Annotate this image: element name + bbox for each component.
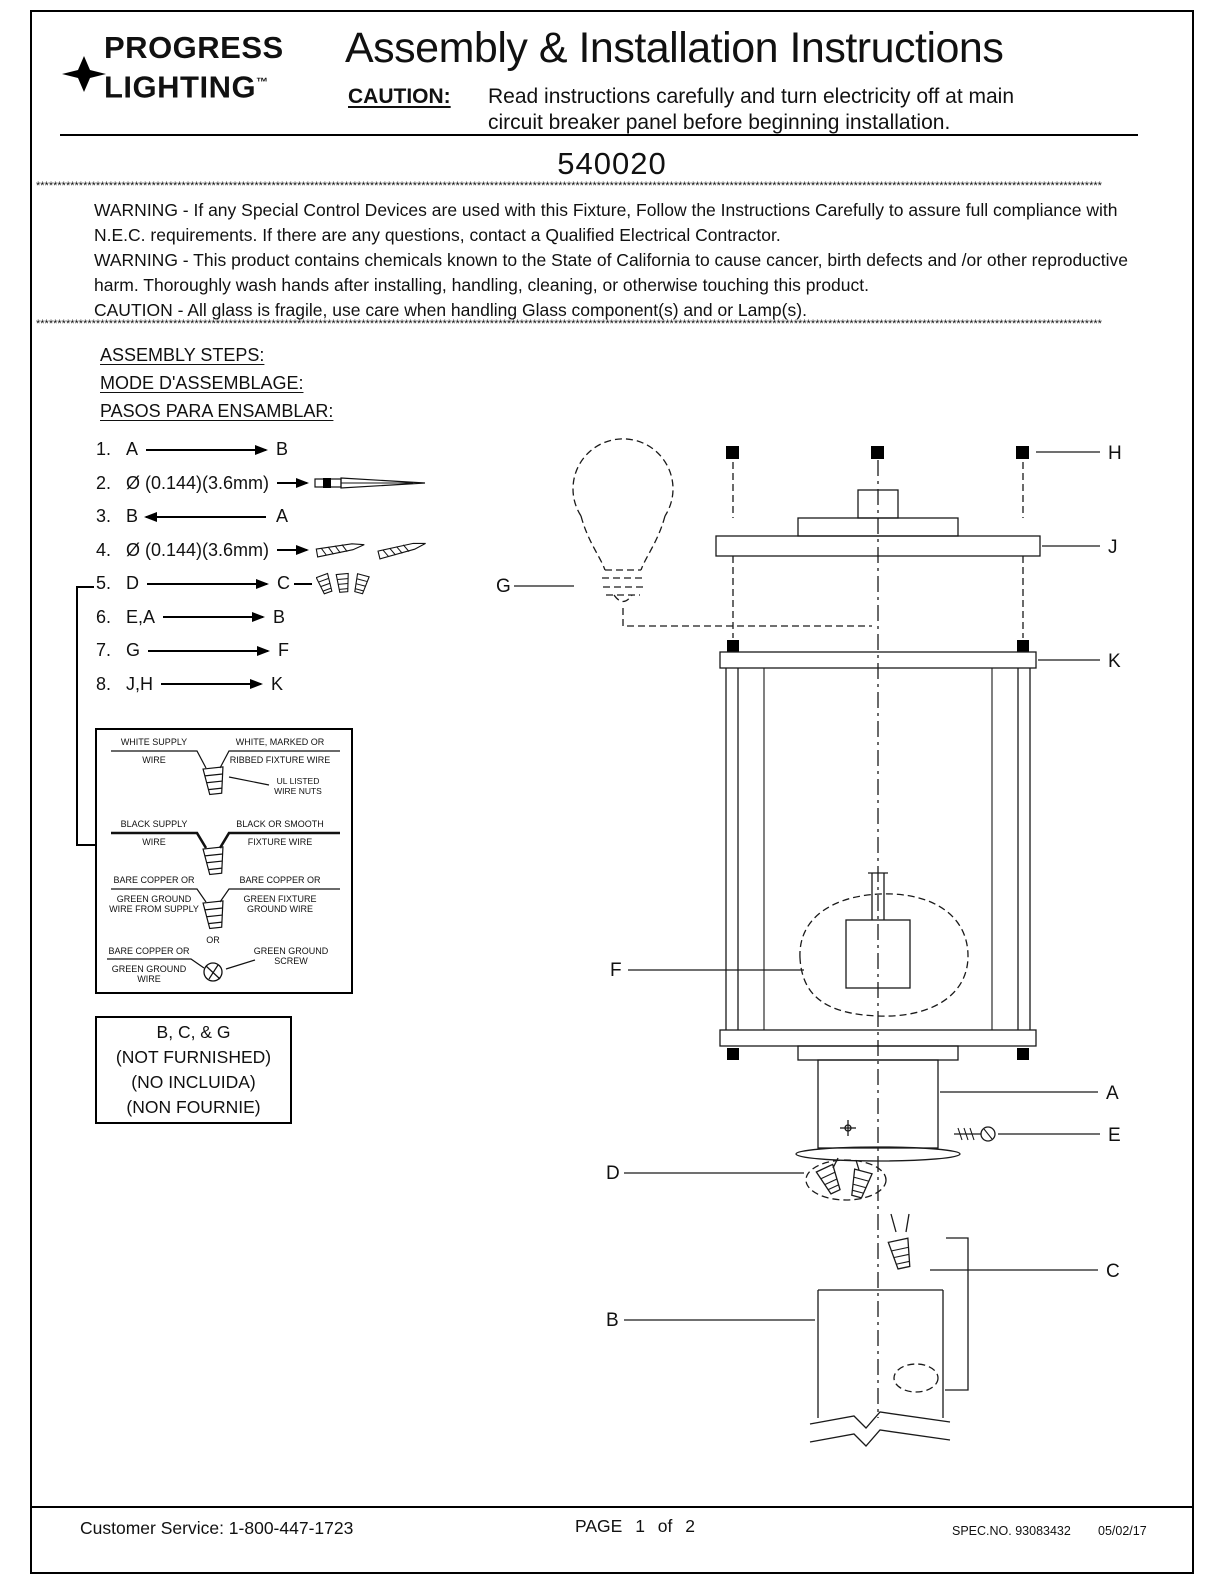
footer-divider	[30, 1506, 1194, 1508]
label-b	[606, 1310, 815, 1331]
supply-wire-nut	[888, 1214, 968, 1392]
arrow-right-icon	[277, 482, 307, 484]
svg-text:E: E	[1108, 1125, 1121, 1146]
white-wire-connection	[111, 737, 340, 796]
svg-text:G: G	[496, 576, 511, 597]
step5-bracket-line	[78, 844, 96, 846]
assembly-step-1: 1. A B	[96, 439, 289, 459]
label-g	[496, 576, 574, 597]
assembly-heading-fr: MODE D'ASSEMBLAGE:	[100, 373, 304, 393]
wiring-diagram	[97, 730, 351, 992]
assembly-step-7: 7. G F	[96, 640, 290, 660]
svg-text:GREEN GROUND: GREEN GROUND	[116, 894, 192, 904]
svg-text:K: K	[1108, 651, 1121, 672]
svg-text:SCREW: SCREW	[274, 956, 308, 966]
brand-line1: PROGRESS	[104, 30, 284, 65]
not-furnished-note: B, C, & G (NOT FURNISHED) (NO INCLUIDA) (NON FOURNIE)	[95, 1016, 292, 1124]
black-wire-connection	[111, 819, 340, 875]
warnings-block	[94, 198, 1142, 323]
light-bulb	[573, 439, 872, 626]
svg-text:F: F	[610, 960, 622, 981]
spec-date: 05/02/17	[1098, 1524, 1147, 1538]
arrow-right-icon	[148, 650, 268, 652]
svg-text:RIBBED FIXTURE WIRE: RIBBED FIXTURE WIRE	[229, 755, 331, 765]
label-d	[606, 1163, 804, 1184]
fixture-assembly-diagram	[468, 418, 1168, 1478]
drill-bit-icon	[313, 475, 431, 491]
warning-paragraph: CAUTION - All glass is fragile, use care when handling Glass component(s) and or Lamp(s).	[94, 300, 807, 320]
svg-text:WIRE: WIRE	[137, 974, 161, 984]
connector-line	[294, 583, 312, 585]
header-caution	[348, 84, 1014, 136]
assembly-step-5: 5. D C	[96, 572, 443, 595]
assembly-steps-list	[96, 438, 443, 706]
spec-number: SPEC.NO. 93083432	[952, 1524, 1071, 1538]
header-divider	[60, 134, 1138, 136]
assembly-headings	[100, 346, 333, 430]
ground-wire-connection	[109, 875, 340, 945]
warning-paragraph: WARNING - This product contains chemicals known to the State of California to cause cancer, birth defects and /or other reproductive harm. Thoroughly wash hands after installing, handling, cleaning, or otherwise touching this product.	[94, 250, 1128, 295]
progress-star-icon	[62, 56, 106, 92]
arrow-right-icon	[163, 616, 263, 618]
svg-text:WIRE NUTS: WIRE NUTS	[274, 786, 322, 796]
svg-text:BLACK OR SMOOTH: BLACK OR SMOOTH	[236, 819, 324, 829]
svg-text:GROUND WIRE: GROUND WIRE	[247, 904, 313, 914]
model-number: 540020	[557, 146, 667, 181]
label-e	[998, 1125, 1121, 1146]
label-k	[1038, 651, 1121, 672]
svg-text:OR: OR	[206, 935, 220, 945]
svg-text:BARE COPPER OR: BARE COPPER OR	[113, 875, 195, 885]
svg-text:BARE COPPER OR: BARE COPPER OR	[239, 875, 321, 885]
caution-label: CAUTION:	[348, 85, 451, 108]
svg-text:C: C	[1106, 1261, 1120, 1282]
page-indicator: PAGE 1 of 2	[575, 1516, 695, 1536]
svg-text:BLACK SUPPLY: BLACK SUPPLY	[120, 819, 188, 829]
base-screw	[954, 1127, 995, 1141]
svg-text:D: D	[606, 1163, 620, 1184]
page-title: Assembly & Installation Instructions	[345, 24, 1004, 72]
assembly-step-2: 2. Ø (0.144)(3.6mm)	[96, 472, 443, 495]
label-a	[940, 1083, 1119, 1104]
warning-paragraph: WARNING - If any Special Control Devices are used with this Fixture, Follow the Instructions Carefully to assure full compliance with N.E.C. requirements. If there are any questions, contact a Qualified Electrical Contractor.	[94, 200, 1118, 245]
svg-text:WIRE: WIRE	[142, 837, 166, 847]
svg-text:GREEN GROUND: GREEN GROUND	[111, 964, 187, 974]
wiring-detail-box	[95, 728, 353, 994]
arrow-right-icon	[146, 449, 266, 451]
fixture-wire-nuts	[806, 1158, 886, 1200]
svg-text:GREEN FIXTURE: GREEN FIXTURE	[243, 894, 317, 904]
label-f	[610, 960, 804, 981]
trademark-symbol: ™	[256, 75, 269, 89]
svg-text:FIXTURE WIRE: FIXTURE WIRE	[247, 837, 313, 847]
arrow-right-icon	[147, 583, 267, 585]
svg-text:A: A	[1106, 1083, 1119, 1104]
assembly-heading-es: PASOS PARA ENSAMBLAR:	[100, 401, 334, 421]
arrow-left-icon	[146, 516, 266, 518]
socket-assembly	[800, 873, 968, 1016]
step5-bracket-line	[76, 586, 78, 846]
caution-text: Read instructions carefully and turn electricity off at main circuit breaker panel before beginning installation.	[488, 85, 1015, 134]
assembly-step-4: 4. Ø (0.144)(3.6mm)	[96, 539, 443, 562]
label-h	[1036, 443, 1122, 464]
arrow-right-icon	[161, 683, 261, 685]
svg-text:WHITE SUPPLY: WHITE SUPPLY	[120, 737, 188, 747]
assembly-step-3: 3. B A	[96, 506, 289, 526]
assembly-step-6: 6. E,A B	[96, 606, 286, 627]
wire-nuts-icon	[316, 572, 374, 596]
brand-logo	[62, 30, 342, 114]
svg-text:BARE COPPER OR: BARE COPPER OR	[108, 946, 190, 956]
assembly-heading-en: ASSEMBLY STEPS:	[100, 345, 265, 365]
star-separator-top: *********************************************************************************************************************************************************************************************************************************************************	[36, 180, 1102, 192]
brand-line2: LIGHTING™	[104, 69, 269, 105]
mounting-post	[810, 1290, 950, 1446]
svg-text:WIRE FROM SUPPLY: WIRE FROM SUPPLY	[109, 904, 199, 914]
label-j	[1042, 537, 1118, 558]
svg-text:WHITE, MARKED OR: WHITE, MARKED OR	[235, 737, 325, 747]
label-c	[930, 1261, 1120, 1282]
svg-text:B: B	[606, 1310, 619, 1331]
ground-screw-connection	[107, 946, 329, 984]
assembly-step-8: 8. J,H K	[96, 673, 284, 694]
svg-text:WIRE: WIRE	[142, 755, 166, 765]
svg-text:GREEN GROUND: GREEN GROUND	[253, 946, 329, 956]
customer-service: Customer Service: 1-800-447-1723	[80, 1518, 354, 1538]
screws-icon	[313, 539, 443, 561]
arrow-right-icon	[277, 549, 307, 551]
svg-text:UL LISTED: UL LISTED	[276, 776, 320, 786]
star-separator-bottom: *********************************************************************************************************************************************************************************************************************************************************	[36, 318, 1102, 330]
svg-text:H: H	[1108, 443, 1122, 464]
svg-text:J: J	[1108, 537, 1118, 558]
step5-bracket-line	[78, 586, 94, 588]
